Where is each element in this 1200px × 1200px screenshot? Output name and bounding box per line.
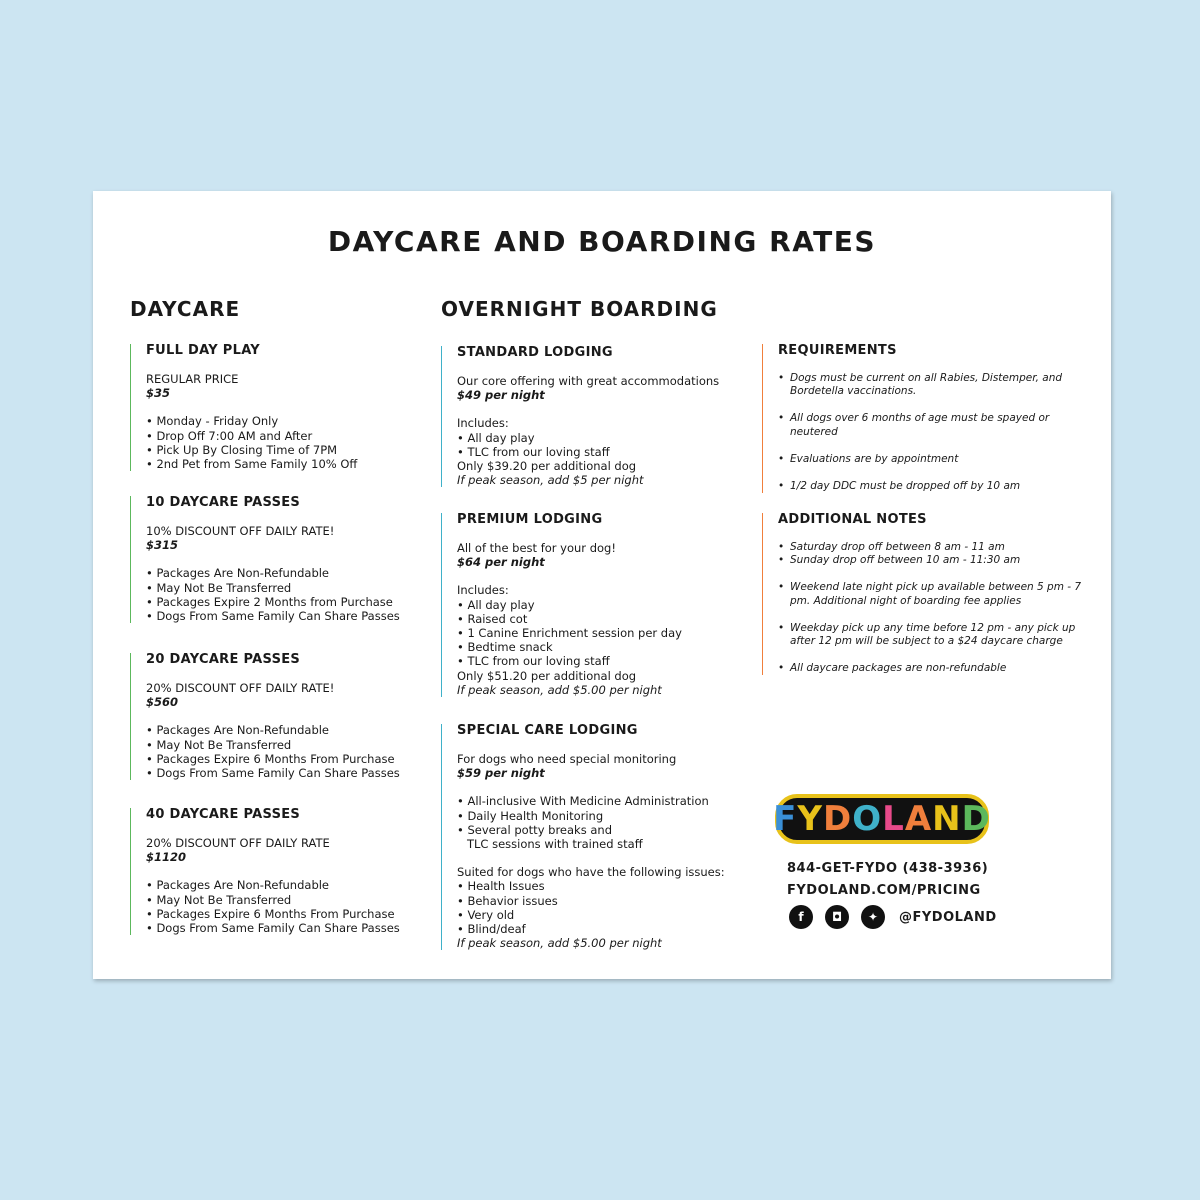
section-price: $560 [146, 695, 179, 710]
list-item: • Packages Expire 2 Months from Purchase [146, 595, 400, 609]
list-item: • Behavior issues [457, 894, 725, 908]
requirements-section [762, 344, 1082, 493]
includes-label: Includes: [457, 416, 509, 431]
boarding-heading: OVERNIGHT BOARDING [441, 297, 718, 321]
section-title: PREMIUM LODGING [457, 512, 603, 527]
additional-dog-price: Only $39.20 per additional dog [457, 459, 637, 474]
list-item: • Weekend late night pick up available between 5 pm - 7 pm. Additional night of boarding fee applies [778, 581, 1082, 607]
daycare-section [130, 344, 357, 471]
standard-lodging-section [441, 346, 719, 487]
list-item: • Bedtime snack [457, 640, 682, 654]
section-title: ADDITIONAL NOTES [778, 512, 927, 527]
list-item: • Dogs From Same Family Can Share Passes [146, 921, 400, 935]
section-subtitle: 10% DISCOUNT OFF DAILY RATE! [146, 524, 335, 538]
section-price: $64 per night [457, 555, 545, 570]
section-title: REQUIREMENTS [778, 343, 897, 358]
social-handle[interactable]: @FYDOLAND [899, 909, 997, 925]
website-link[interactable]: FYDOLAND.COM/PRICING [787, 883, 981, 898]
section-subtitle: 20% DISCOUNT OFF DAILY RATE! [146, 681, 335, 695]
list-item: • Dogs From Same Family Can Share Passes [146, 609, 400, 623]
rate-sheet [93, 191, 1111, 979]
issues-list [457, 879, 725, 936]
bullet-list [457, 431, 719, 459]
section-subtitle: 20% DISCOUNT OFF DAILY RATE [146, 836, 330, 850]
list-item: • Raised cot [457, 612, 682, 626]
peak-season-note: If peak season, add $5.00 per night [457, 682, 662, 697]
section-title: FULL DAY PLAY [146, 343, 261, 358]
list-item: • Packages Are Non-Refundable [146, 566, 400, 580]
bullet-list [457, 598, 682, 669]
list-item: • Blind/deaf [457, 922, 725, 936]
additional-dog-price: Only $51.20 per additional dog [457, 668, 637, 683]
list-item: • May Not Be Transferred [146, 738, 400, 752]
logo-letter: D [823, 799, 853, 839]
issues-label: Suited for dogs who have the following issues: [457, 865, 725, 880]
bullet-continuation: TLC sessions with trained staff [467, 837, 643, 852]
section-price: $315 [146, 538, 179, 553]
instagram-icon[interactable]: ◘ [825, 905, 849, 929]
list-item: • TLC from our loving staff [457, 445, 719, 459]
bullet-list [146, 566, 400, 623]
section-description: Our core offering with great accommodations [457, 374, 720, 388]
list-item: • All-inclusive With Medicine Administration [457, 794, 725, 808]
list-item: • Drop Off 7:00 AM and After [146, 429, 357, 443]
list-item: • May Not Be Transferred [146, 893, 400, 907]
section-title: SPECIAL CARE LODGING [457, 723, 638, 738]
section-title: STANDARD LODGING [457, 345, 613, 360]
list-item: • 2nd Pet from Same Family 10% Off [146, 457, 357, 471]
section-price: $35 [146, 386, 171, 401]
section-title: 20 DAYCARE PASSES [146, 652, 301, 667]
daycare-heading: DAYCARE [130, 297, 241, 321]
list-item: • Several potty breaks and [457, 823, 725, 837]
notes-list [778, 541, 1082, 675]
list-item: • All day play [457, 431, 719, 445]
list-item: • 1/2 day DDC must be dropped off by 10 am [778, 480, 1082, 493]
list-item: • Health Issues [457, 879, 725, 893]
daycare-section [130, 496, 400, 623]
special-care-lodging-section [441, 724, 725, 950]
list-item: • Monday - Friday Only [146, 414, 357, 428]
list-item: • Weekday pick up any time before 12 pm - any pick up after 12 pm will be subject to a $24 daycare charge [778, 622, 1082, 648]
section-title: 40 DAYCARE PASSES [146, 807, 301, 822]
daycare-section [130, 808, 400, 935]
list-item: • Packages Are Non-Refundable [146, 878, 400, 892]
list-item: • Packages Expire 6 Months From Purchase [146, 907, 400, 921]
list-item: • Sunday drop off between 10 am - 11:30 am [778, 554, 1082, 567]
section-price: $49 per night [457, 388, 545, 403]
list-item: • All daycare packages are non-refundable [778, 662, 1082, 675]
logo-letter: Y [797, 799, 824, 839]
fydoland-logo [775, 794, 989, 844]
premium-lodging-section [441, 513, 682, 697]
logo-letter: F [773, 799, 798, 839]
list-item: • Dogs must be current on all Rabies, Distemper, and Bordetella vaccinations. [778, 372, 1082, 398]
list-item: • 1 Canine Enrichment session per day [457, 626, 682, 640]
bullet-list [457, 794, 725, 837]
logo-letter: L [882, 799, 905, 839]
peak-season-note: If peak season, add $5 per night [457, 473, 644, 488]
logo-letter: D [961, 799, 991, 839]
list-item: • All dogs over 6 months of age must be spayed or neutered [778, 412, 1082, 438]
list-item: • TLC from our loving staff [457, 654, 682, 668]
section-subtitle: REGULAR PRICE [146, 372, 239, 386]
list-item: • Daily Health Monitoring [457, 809, 725, 823]
social-links [789, 905, 997, 929]
page-title: DAYCARE AND BOARDING RATES [327, 225, 877, 258]
list-item: • Saturday drop off between 8 am - 11 am [778, 541, 1082, 554]
peak-season-note: If peak season, add $5.00 per night [457, 936, 662, 951]
logo-letter: A [904, 799, 933, 839]
list-item: • Packages Expire 6 Months From Purchase [146, 752, 400, 766]
logo-letter: O [852, 799, 883, 839]
section-description: All of the best for your dog! [457, 541, 616, 555]
section-price: $1120 [146, 850, 187, 865]
bullet-list [146, 414, 357, 471]
list-item: • Dogs From Same Family Can Share Passes [146, 766, 400, 780]
includes-label: Includes: [457, 583, 509, 598]
list-item: • Pick Up By Closing Time of 7PM [146, 443, 357, 457]
list-item: • All day play [457, 598, 682, 612]
section-description: For dogs who need special monitoring [457, 752, 677, 766]
list-item: • Packages Are Non-Refundable [146, 723, 400, 737]
logo-letter: N [932, 799, 962, 839]
section-title: 10 DAYCARE PASSES [146, 495, 301, 510]
additional-notes-section [762, 513, 1082, 675]
list-item: • Evaluations are by appointment [778, 453, 1082, 466]
twitter-icon[interactable]: ✦ [861, 905, 885, 929]
daycare-section [130, 653, 400, 780]
bullet-list [146, 878, 400, 935]
phone-number: 844-GET-FYDO (438-3936) [787, 861, 989, 876]
requirements-list [778, 372, 1082, 493]
facebook-icon[interactable]: f [789, 905, 813, 929]
section-price: $59 per night [457, 766, 545, 781]
list-item: • Very old [457, 908, 725, 922]
list-item: • May Not Be Transferred [146, 581, 400, 595]
bullet-list [146, 723, 400, 780]
